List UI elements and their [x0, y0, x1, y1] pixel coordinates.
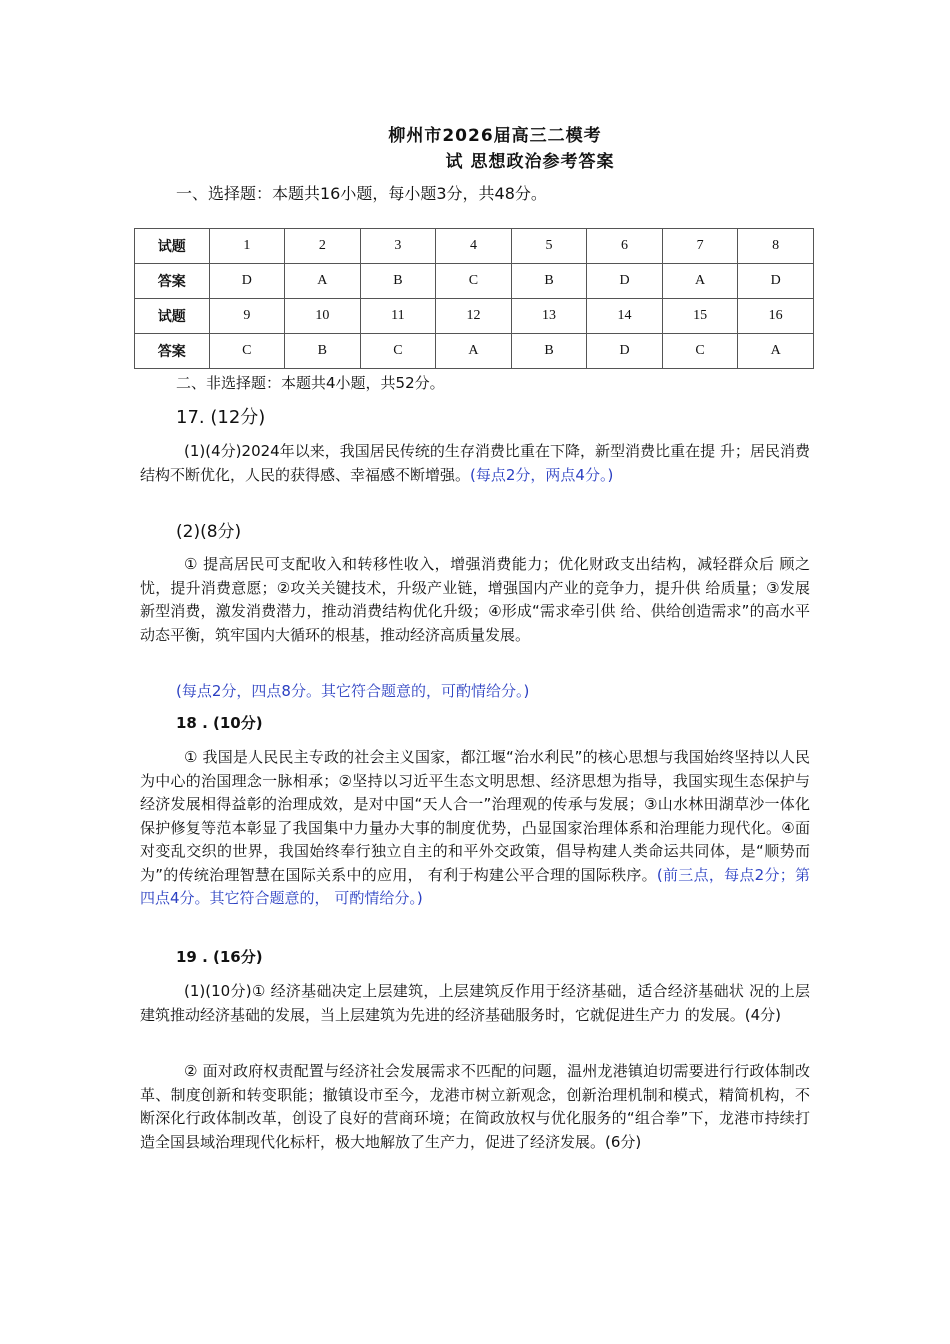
q17-part2-heading: (2)(8分): [176, 522, 242, 542]
table-row-questions-1: [135, 229, 814, 264]
table-row-answers-2: [135, 334, 814, 369]
question-number: 10: [285, 299, 361, 334]
question-number: 14: [587, 299, 663, 334]
row-label: 试题: [135, 229, 210, 264]
section2-heading: 二、非选择题：本题共4小题，共52分。: [176, 374, 445, 392]
question-number: 3: [360, 229, 436, 264]
q18-heading: 18 . (10分): [176, 714, 263, 732]
row-label: 答案: [135, 264, 210, 299]
q19-heading: 19 . (16分): [176, 948, 263, 966]
q18-answer: [140, 746, 810, 911]
answer-cell: A: [662, 264, 738, 299]
row-label: 答案: [135, 334, 210, 369]
answer-cell: D: [587, 264, 663, 299]
answer-cell: D: [209, 264, 285, 299]
question-number: 8: [738, 229, 814, 264]
q19-part1-text: (1)(10分)① 经济基础决定上层建筑，上层建筑反作用于经济基础，适合经济基础状 况的上层建筑推动经济基础的发展，当上层建筑为先进的经济基础服务时，它就促进生产力 的发展。(4分): [140, 982, 810, 1024]
question-number: 12: [436, 299, 512, 334]
section1-heading: 一、选择题：本题共16小题，每小题3分，共48分。: [176, 184, 547, 203]
question-number: 7: [662, 229, 738, 264]
answer-table: [134, 228, 814, 369]
answer-cell: B: [360, 264, 436, 299]
q17-part2-scoring-note: (每点2分，四点8分。其它符合题意的，可酌情给分。): [176, 682, 530, 700]
answer-cell: C: [662, 334, 738, 369]
question-number: 4: [436, 229, 512, 264]
document-title: 柳州市2026届高三二模考: [388, 126, 602, 146]
row-label: 试题: [135, 299, 210, 334]
question-number: 16: [738, 299, 814, 334]
q17-part1-text: (1)(4分)2024年以来，我国居民传统的生存消费比重在下降，新型消费比重在提 升；居民消费结构不断优化，人民的获得感、幸福感不断增强。: [140, 442, 810, 484]
answer-cell: D: [738, 264, 814, 299]
answer-cell: C: [436, 264, 512, 299]
question-number: 11: [360, 299, 436, 334]
answer-cell: B: [511, 264, 587, 299]
question-number: 2: [285, 229, 361, 264]
q17-part1-scoring-note: (每点2分，两点4分。): [470, 465, 614, 484]
question-number: 13: [511, 299, 587, 334]
answer-cell: A: [285, 264, 361, 299]
answer-cell: A: [738, 334, 814, 369]
q17-part2-text: ① 提高居民可支配收入和转移性收入，增强消费能力；优化财政支出结构，减轻群众后 顾之忧，提升消费意愿；②攻关关键技术，升级产业链，增强国内产业的竞争力，提升供 给质量；③发展新型消费，激发消费潜力，推动消费结构优化升级；④形成“需求牵引供 给、供给创造需求”的高水平动态平衡，筑牢国内大循环的根基，推动经济高质量发展。: [140, 555, 810, 644]
table-row-answers-1: [135, 264, 814, 299]
answer-cell: B: [511, 334, 587, 369]
answer-cell: D: [587, 334, 663, 369]
question-number: 6: [587, 229, 663, 264]
answer-cell: B: [285, 334, 361, 369]
q18-text: ① 我国是人民民主专政的社会主义国家，都江堰“治水利民”的核心思想与我国始终坚持以人民为中心的治国理念一脉相承；②坚持以习近平生态文明思想、经济思想为指导，我国实现生态保护与经济发展相得益彰的治理成效，是对中国“天人合一”治理观的传承与发展；③山水林田湖草沙一体化保护修复等范本彰显了我国集中力量办大事的制度优势，凸显国家治理体系和治理能力现代化。④面对变乱交织的世界，我国始终奉行独立自主的和平外交政策，倡导构建人类命运共同体，是“顺势而为”的传统治理智慧在国际关系中的应用， 有利于构建公平合理的国际秩序。: [140, 748, 810, 884]
q17-heading: 17. (12分): [176, 407, 266, 428]
question-number: 1: [209, 229, 285, 264]
question-number: 9: [209, 299, 285, 334]
q17-part1: [140, 440, 810, 487]
question-number: 5: [511, 229, 587, 264]
answer-cell: C: [209, 334, 285, 369]
q18-scoring-note: (前三点，每点2分；第四点4分。其它符合题意的， 可酌情给分。): [140, 865, 810, 907]
document-subtitle: 试 思想政治参考答案: [445, 152, 615, 172]
answer-cell: A: [436, 334, 512, 369]
question-number: 15: [662, 299, 738, 334]
table-row-questions-2: [135, 299, 814, 334]
answer-cell: C: [360, 334, 436, 369]
q19-part1-point2: ② 面对政府权责配置与经济社会发展需求不匹配的问题，温州龙港镇迫切需要进行行政体制改革、制度创新和转变职能；撤镇设市至今，龙港市树立新观念，创新治理机制和模式，精简机构，不断深化行政体制改革，创设了良好的营商环境；在简政放权与优化服务的“组合拳”下，龙港市持续打造全国县域治理现代化标杆，极大地解放了生产力，促进了经济发展。(6分): [140, 1062, 810, 1151]
